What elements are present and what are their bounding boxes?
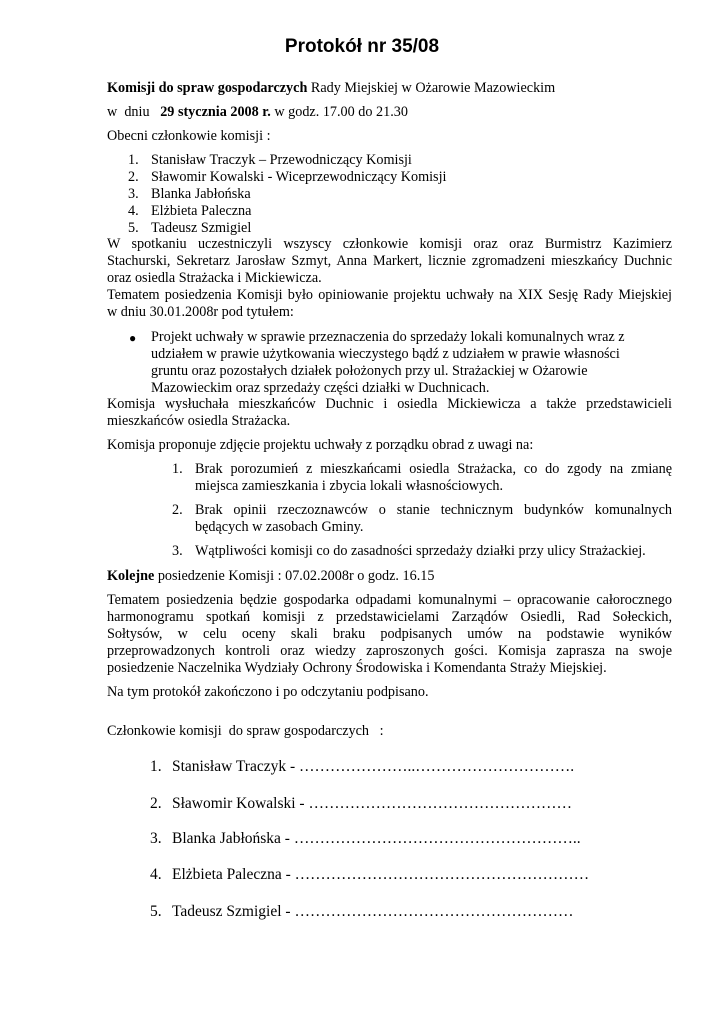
member-name: Tadeusz Szmigiel xyxy=(151,220,252,236)
list-number: 3. xyxy=(172,543,183,559)
next-meeting-line xyxy=(107,568,672,585)
list-number: 3. xyxy=(150,830,162,847)
list-number: 3. xyxy=(128,186,139,202)
paragraph-line: harmonogramu spotkań komisji z przedstawicielami Zarządów Osiedli, Rad Sołeckich, xyxy=(107,609,672,625)
proposal-text: Komisja proponuje zdjęcie projektu uchwały z porządku obrad z uwagi na: xyxy=(107,437,534,453)
paragraph-line: mieszkańców osiedla Strażacka. xyxy=(107,413,291,429)
bullet-line: gruntu oraz pozostałych działek położonych przy ul. Strażackiej w Ożarowie xyxy=(151,363,588,379)
list-number: 1. xyxy=(150,758,162,775)
date-prefix: w dniu xyxy=(107,104,161,120)
list-number: 4. xyxy=(150,866,162,883)
committee-name: Komisji do spraw gospodarczych xyxy=(107,80,308,96)
signature-line xyxy=(150,903,573,920)
member-name: Blanka Jabłońska xyxy=(151,186,251,202)
list-number: 4. xyxy=(128,203,139,219)
closing-text: Na tym protokół zakończono i po odczytaniu podpisano. xyxy=(107,684,429,700)
paragraph-line: Stachurski, Sekretarz Jarosław Szmyt, Anna Markert, licznie zgromadzeni mieszkańcy Duchnic xyxy=(107,253,672,269)
reason-line: Wątpliwości komisji co do zasadności sprzedaży działki przy ulicy Strażackiej. xyxy=(195,543,646,559)
signature-line xyxy=(150,866,589,883)
list-number: 1. xyxy=(128,152,139,168)
present-label: Obecni członkowie komisji : xyxy=(107,128,271,144)
reason-line: Brak opinii rzeczoznawców o stanie technicznym budynków komunalnych xyxy=(195,502,672,518)
list-number: 2. xyxy=(128,169,139,185)
bullet-line: Mazowieckim oraz sprzedaży części działki w Duchnicach. xyxy=(151,380,490,396)
paragraph-line: Sołtysów, w celu oceny skali braku podpisanych umów na podstawie wyników xyxy=(107,626,672,642)
signature-text: Blanka Jabłońska - ……………………………………………….. xyxy=(172,830,581,847)
list-number: 2. xyxy=(150,795,162,812)
signatures-header: Członkowie komisji do spraw gospodarczych : xyxy=(107,723,384,739)
member-name: Sławomir Kowalski - Wiceprzewodniczący Komisji xyxy=(151,169,447,185)
bullet-line: udziałem w prawie użytkowania wieczystego bądź z udziałem w prawie własności xyxy=(151,346,620,362)
meeting-hours: w godz. 17.00 do 21.30 xyxy=(270,104,408,120)
member-name: Elżbieta Paleczna xyxy=(151,203,252,219)
paragraph-line: przeprowadzonych kontroli oraz wiedzy zaproszonych gości. Komisja zaprasza na swoje xyxy=(107,643,672,659)
paragraph-line: posiedzenie Naczelnika Wydziały Ochrony Środowiska i Komendanta Straży Miejskiej. xyxy=(107,660,607,676)
bullet-icon: ● xyxy=(129,331,137,345)
list-number: 1. xyxy=(172,461,183,477)
meeting-date: 29 stycznia 2008 r. xyxy=(160,104,271,120)
paragraph-line: w dniu 30.01.2008r pod tytułem: xyxy=(107,304,294,320)
reason-line: będących w zasobach Gminy. xyxy=(195,519,364,535)
list-number: 5. xyxy=(150,903,162,920)
paragraph-line: oraz osiedla Strażacka i Mickiewicza. xyxy=(107,270,322,286)
next-meeting-label: Kolejne xyxy=(107,568,155,584)
signature-line xyxy=(150,830,581,847)
list-number: 5. xyxy=(128,220,139,236)
document-title: Protokół nr 35/08 xyxy=(284,36,440,57)
signature-line xyxy=(150,758,574,775)
list-number: 2. xyxy=(172,502,183,518)
paragraph-line: Tematem posiedzenia będzie gospodarka odpadami komunalnymi – opracowanie całorocznego xyxy=(107,592,672,608)
signature-text: Elżbieta Paleczna - ………………………………………………… xyxy=(172,866,590,883)
signature-line xyxy=(150,795,572,812)
date-line xyxy=(107,104,672,121)
committee-line xyxy=(107,80,672,97)
bullet-line: Projekt uchwały w sprawie przeznaczenia do sprzedaży lokali komunalnych wraz z xyxy=(151,329,625,345)
paragraph-line: Komisja wysłuchała mieszkańców Duchnic i osiedla Mickiewicza a także przedstawicieli xyxy=(107,396,672,412)
paragraph-line: W spotkaniu uczestniczyli wszyscy członkowie komisji oraz oraz Burmistrz Kazimierz xyxy=(107,236,672,252)
council-name: Rady Miejskiej w Ożarowie Mazowieckim xyxy=(307,80,556,96)
member-name: Stanisław Traczyk – Przewodniczący Komisji xyxy=(151,152,412,168)
signature-text: Sławomir Kowalski - …………………………………………… xyxy=(172,795,572,812)
next-meeting-date: posiedzenie Komisji : 07.02.2008r o godz. 16.15 xyxy=(154,568,435,584)
reason-line: miejsca zamieszkania i zbycia lokali własnościowych. xyxy=(195,478,504,494)
paragraph-line: Tematem posiedzenia Komisji było opiniowanie projektu uchwały na XIX Sesję Rady Miejskiej xyxy=(107,287,672,303)
signature-text: Tadeusz Szmigiel - ……………………………………………… xyxy=(172,903,574,920)
reason-line: Brak porozumień z mieszkańcami osiedla Strażacka, co do zgody na zmianę xyxy=(195,461,672,477)
signature-text: Stanisław Traczyk - …………………..…………………………. xyxy=(172,758,575,775)
